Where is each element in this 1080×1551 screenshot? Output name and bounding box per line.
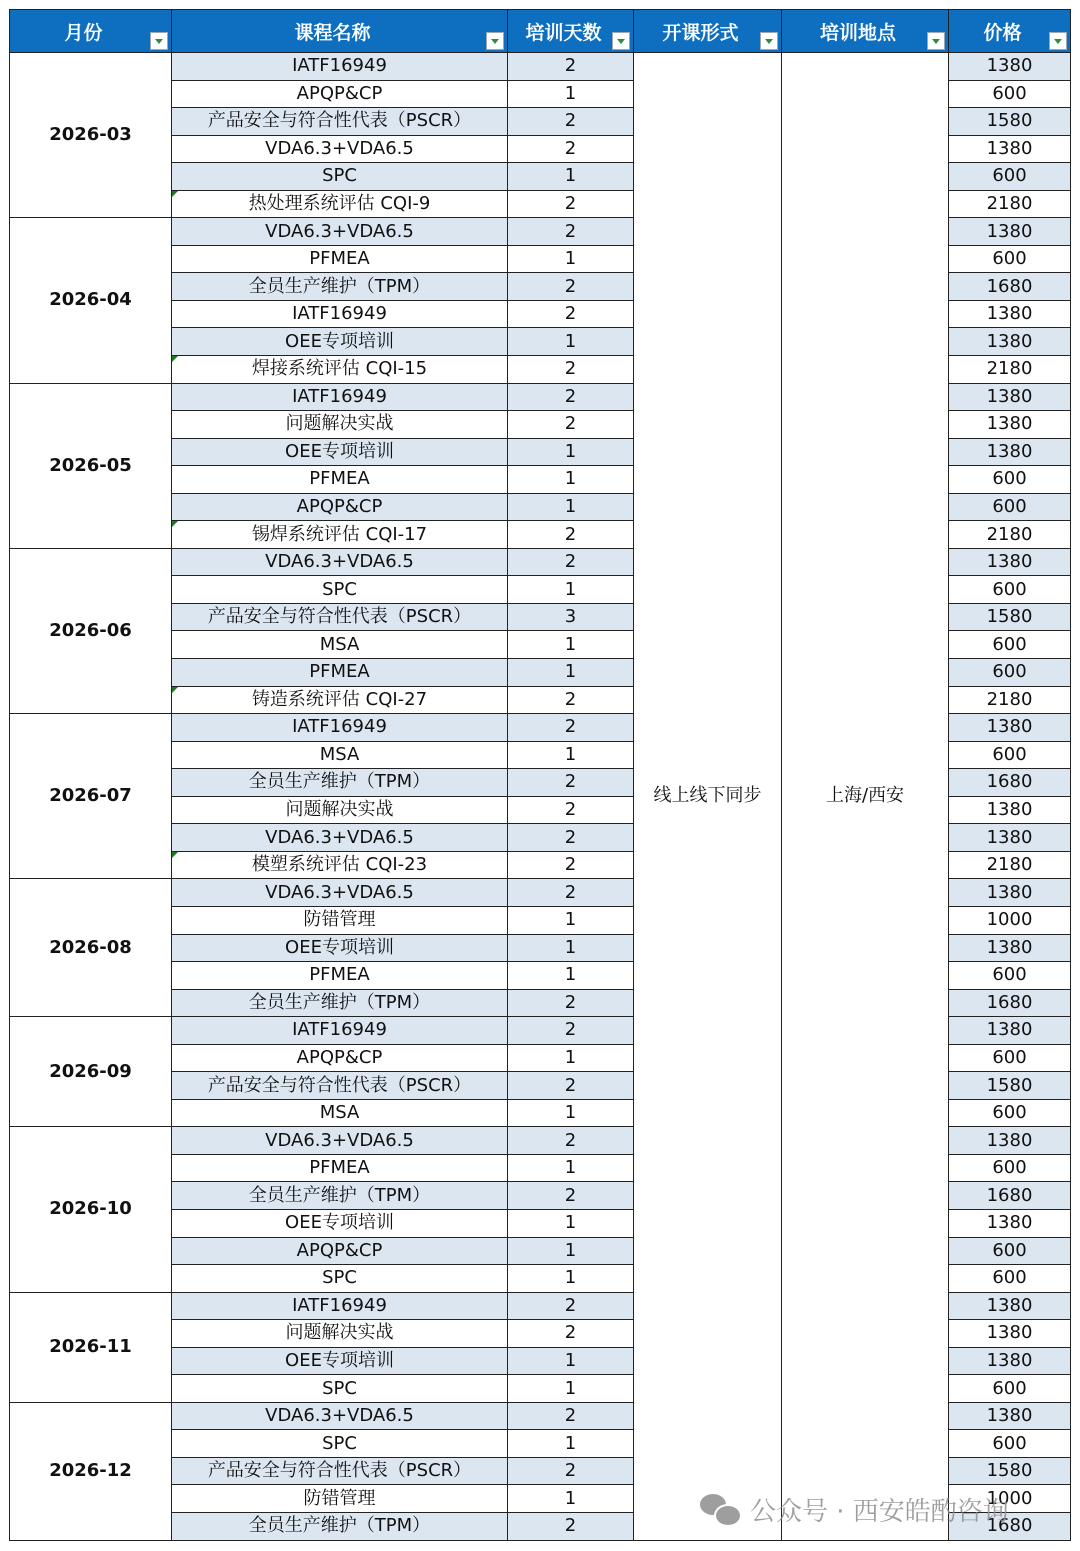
training-days-cell[interactable]: 1: [508, 576, 634, 604]
course-name-text: PFMEA: [309, 248, 370, 270]
header-price: [949, 10, 1071, 53]
price-cell[interactable]: 600: [949, 1237, 1071, 1265]
training-days-cell[interactable]: 2: [508, 273, 634, 301]
month-cell[interactable]: 2026-12: [10, 1402, 172, 1540]
price-cell[interactable]: 1380: [949, 1017, 1071, 1045]
course-name-text: VDA6.3+VDA6.5: [265, 137, 414, 159]
price-cell[interactable]: 600: [949, 576, 1071, 604]
training-days-cell[interactable]: 2: [508, 851, 634, 879]
price-cell[interactable]: 1000: [949, 1485, 1071, 1513]
price-cell[interactable]: 1380: [949, 300, 1071, 328]
course-name-text: OEE专项培训: [285, 1349, 394, 1371]
course-name-text: APQP&CP: [296, 1046, 383, 1068]
course-name-text: OEE专项培训: [285, 936, 394, 958]
training-days-cell[interactable]: 1: [508, 1099, 634, 1127]
course-name-cell[interactable]: [172, 356, 508, 384]
course-name-cell[interactable]: [172, 962, 508, 990]
course-name-text: SPC: [322, 165, 357, 187]
month-cell[interactable]: 2026-10: [10, 1127, 172, 1292]
course-name-text: 热处理系统评估 CQI-9: [248, 193, 431, 214]
course-name-text: SPC: [322, 1432, 357, 1454]
training-days-cell[interactable]: 1: [508, 1265, 634, 1293]
training-days-cell[interactable]: 2: [508, 108, 634, 136]
training-days-cell[interactable]: 1: [508, 328, 634, 356]
cell-comment-marker-icon: [172, 191, 178, 197]
training-days-cell[interactable]: 1: [508, 1347, 634, 1375]
price-cell[interactable]: 2180: [949, 851, 1071, 879]
price-cell[interactable]: 1380: [949, 328, 1071, 356]
training-days-cell[interactable]: 1: [508, 962, 634, 990]
price-cell[interactable]: 600: [949, 1044, 1071, 1072]
training-days-cell[interactable]: 2: [508, 989, 634, 1017]
header-location: [782, 10, 949, 53]
training-days-cell[interactable]: 1: [508, 1485, 634, 1513]
price-cell[interactable]: 600: [949, 962, 1071, 990]
course-name-text: APQP&CP: [296, 496, 383, 518]
course-name-cell[interactable]: [172, 1127, 508, 1155]
course-name-cell[interactable]: [172, 80, 508, 108]
price-cell[interactable]: 1380: [949, 879, 1071, 907]
course-name-cell[interactable]: [172, 603, 508, 631]
price-cell[interactable]: 600: [949, 1154, 1071, 1182]
course-name-cell[interactable]: [172, 1265, 508, 1293]
course-name-cell[interactable]: [172, 1209, 508, 1237]
price-cell[interactable]: 600: [949, 659, 1071, 687]
header-price-label: 价格: [983, 21, 1022, 44]
course-name-cell[interactable]: [172, 1237, 508, 1265]
course-name-cell[interactable]: [172, 1485, 508, 1513]
wechat-watermark: [700, 1487, 1009, 1531]
course-name-text: OEE专项培训: [285, 440, 394, 462]
course-name-text: PFMEA: [309, 468, 370, 490]
month-cell[interactable]: 2026-04: [10, 218, 172, 383]
training-days-cell[interactable]: 2: [508, 1320, 634, 1348]
filter-dropdown-icon[interactable]: [1049, 32, 1067, 50]
course-name-cell[interactable]: [172, 631, 508, 659]
filter-dropdown-icon[interactable]: [927, 32, 945, 50]
price-cell[interactable]: 1380: [949, 1209, 1071, 1237]
course-name-text: VDA6.3+VDA6.5: [265, 881, 414, 903]
month-cell[interactable]: 2026-09: [10, 1017, 172, 1127]
training-days-cell[interactable]: 1: [508, 1375, 634, 1403]
course-name-text: 全员生产维护（TPM）: [248, 771, 431, 793]
training-days-cell[interactable]: 2: [508, 218, 634, 246]
course-name-cell[interactable]: [172, 328, 508, 356]
course-name-text: MSA: [319, 633, 360, 655]
training-days-cell[interactable]: 2: [508, 548, 634, 576]
course-name-text: IATF16949: [292, 1019, 387, 1041]
month-cell[interactable]: 2026-05: [10, 383, 172, 548]
training-days-cell[interactable]: 2: [508, 879, 634, 907]
course-name-text: OEE专项培训: [285, 1212, 394, 1234]
training-days-cell[interactable]: 2: [508, 714, 634, 742]
course-name-text: VDA6.3+VDA6.5: [265, 551, 414, 573]
training-days-cell[interactable]: 2: [508, 53, 634, 81]
price-cell[interactable]: 1380: [949, 1320, 1071, 1348]
course-name-text: 锡焊系统评估 CQI-17: [251, 523, 428, 545]
cell-comment-marker-icon: [172, 852, 178, 858]
course-name-cell[interactable]: [172, 1512, 508, 1540]
price-cell[interactable]: 1580: [949, 603, 1071, 631]
course-name-cell[interactable]: [172, 989, 508, 1017]
price-cell[interactable]: 1380: [949, 135, 1071, 163]
training-days-cell[interactable]: 2: [508, 1072, 634, 1100]
training-days-cell[interactable]: 1: [508, 80, 634, 108]
training-days-cell[interactable]: 2: [508, 1457, 634, 1485]
course-name-text: 问题解决实战: [285, 1322, 394, 1344]
course-name-cell[interactable]: [172, 438, 508, 466]
course-name-cell[interactable]: [172, 906, 508, 934]
course-name-cell[interactable]: [172, 796, 508, 824]
price-cell[interactable]: 1380: [949, 438, 1071, 466]
header-location-label: 培训地点: [819, 21, 896, 44]
price-cell[interactable]: 1380: [949, 411, 1071, 439]
header-course-label: 课程名称: [294, 21, 371, 44]
training-days-cell[interactable]: 2: [508, 135, 634, 163]
training-days-cell[interactable]: 2: [508, 796, 634, 824]
course-name-text: PFMEA: [309, 964, 370, 986]
price-cell[interactable]: 1380: [949, 1347, 1071, 1375]
training-days-cell[interactable]: 2: [508, 411, 634, 439]
training-days-cell[interactable]: 2: [508, 769, 634, 797]
cell-comment-marker-icon: [172, 687, 178, 693]
course-name-cell[interactable]: [172, 1320, 508, 1348]
price-cell[interactable]: 1380: [949, 824, 1071, 852]
table-body: [10, 53, 1071, 1541]
course-name-cell[interactable]: [172, 218, 508, 246]
price-cell[interactable]: 2180: [949, 356, 1071, 384]
price-cell[interactable]: 2180: [949, 190, 1071, 218]
course-name-text: MSA: [319, 743, 360, 765]
training-days-cell[interactable]: 3: [508, 603, 634, 631]
training-days-cell[interactable]: 2: [508, 1017, 634, 1045]
filter-dropdown-icon[interactable]: [150, 32, 168, 50]
course-name-cell[interactable]: [172, 1182, 508, 1210]
course-name-text: 产品安全与符合性代表（PSCR）: [207, 1460, 472, 1482]
course-name-cell[interactable]: [172, 714, 508, 742]
course-name-cell[interactable]: [172, 741, 508, 769]
course-name-text: 产品安全与符合性代表（PSCR）: [207, 606, 472, 628]
price-cell[interactable]: 1680: [949, 989, 1071, 1017]
course-name-cell[interactable]: [172, 1457, 508, 1485]
price-cell[interactable]: 1680: [949, 273, 1071, 301]
month-cell[interactable]: 2026-11: [10, 1292, 172, 1402]
course-name-cell[interactable]: [172, 108, 508, 136]
price-cell[interactable]: 600: [949, 1375, 1071, 1403]
training-days-cell[interactable]: 2: [508, 190, 634, 218]
header-month-label: 月份: [64, 21, 103, 44]
price-cell[interactable]: 600: [949, 466, 1071, 494]
price-cell[interactable]: 1580: [949, 108, 1071, 136]
course-name-text: 产品安全与符合性代表（PSCR）: [207, 1074, 472, 1096]
course-name-text: PFMEA: [309, 1157, 370, 1179]
course-name-cell[interactable]: [172, 493, 508, 521]
course-name-text: IATF16949: [292, 303, 387, 325]
course-name-cell[interactable]: [172, 548, 508, 576]
course-name-text: SPC: [322, 1377, 357, 1399]
training-days-cell[interactable]: 2: [508, 1402, 634, 1430]
training-days-cell[interactable]: 1: [508, 631, 634, 659]
header-course: [172, 10, 508, 53]
training-days-cell[interactable]: 2: [508, 521, 634, 549]
course-name-cell[interactable]: [172, 53, 508, 81]
month-cell[interactable]: 2026-03: [10, 53, 172, 218]
training-days-cell[interactable]: 1: [508, 466, 634, 494]
price-cell[interactable]: 600: [949, 80, 1071, 108]
month-cell[interactable]: 2026-07: [10, 714, 172, 879]
training-days-cell[interactable]: 1: [508, 1209, 634, 1237]
training-days-cell[interactable]: 2: [508, 300, 634, 328]
training-schedule-table: [9, 9, 1071, 1541]
training-days-cell[interactable]: 1: [508, 163, 634, 191]
course-name-text: PFMEA: [309, 661, 370, 683]
price-cell[interactable]: 1580: [949, 1072, 1071, 1100]
course-name-cell[interactable]: [172, 1044, 508, 1072]
course-name-text: OEE专项培训: [285, 330, 394, 352]
training-days-cell[interactable]: 1: [508, 493, 634, 521]
header-days: [508, 10, 634, 53]
course-name-cell[interactable]: [172, 245, 508, 273]
training-days-cell[interactable]: 2: [508, 824, 634, 852]
course-name-cell[interactable]: [172, 1347, 508, 1375]
course-name-text: SPC: [322, 1267, 357, 1289]
course-name-text: 防错管理: [303, 1487, 376, 1509]
price-cell[interactable]: 1380: [949, 548, 1071, 576]
training-location-cell[interactable]: 上海/西安: [782, 53, 949, 1541]
cell-comment-marker-icon: [172, 356, 178, 362]
course-name-text: 问题解决实战: [285, 413, 394, 435]
course-name-text: IATF16949: [292, 716, 387, 738]
course-name-text: IATF16949: [292, 1294, 387, 1316]
course-name-text: 焊接系统评估 CQI-15: [251, 358, 428, 380]
price-cell[interactable]: 1380: [949, 1292, 1071, 1320]
price-cell[interactable]: 600: [949, 163, 1071, 191]
header-month: [10, 10, 172, 53]
price-cell[interactable]: 1380: [949, 53, 1071, 81]
month-cell[interactable]: 2026-06: [10, 548, 172, 713]
course-name-text: 全员生产维护（TPM）: [248, 991, 431, 1013]
training-days-cell[interactable]: 1: [508, 934, 634, 962]
course-name-cell[interactable]: [172, 686, 508, 714]
price-cell[interactable]: 1000: [949, 906, 1071, 934]
training-days-cell[interactable]: 2: [508, 383, 634, 411]
training-days-cell[interactable]: 2: [508, 1512, 634, 1540]
price-cell[interactable]: 1680: [949, 1182, 1071, 1210]
course-name-text: 全员生产维护（TPM）: [248, 1515, 431, 1537]
header-format: [634, 10, 782, 53]
course-name-cell[interactable]: [172, 879, 508, 907]
course-name-text: VDA6.3+VDA6.5: [265, 220, 414, 242]
price-cell[interactable]: 1380: [949, 934, 1071, 962]
course-name-text: VDA6.3+VDA6.5: [265, 1129, 414, 1151]
price-cell[interactable]: 1580: [949, 1457, 1071, 1485]
price-cell[interactable]: 1380: [949, 1402, 1071, 1430]
training-days-cell[interactable]: 1: [508, 1044, 634, 1072]
price-cell[interactable]: 1680: [949, 1512, 1071, 1540]
price-cell[interactable]: 600: [949, 493, 1071, 521]
header-days-label: 培训天数: [525, 21, 602, 44]
course-name-cell[interactable]: [172, 1402, 508, 1430]
course-name-cell[interactable]: [172, 383, 508, 411]
course-name-cell[interactable]: [172, 163, 508, 191]
course-name-cell[interactable]: [172, 769, 508, 797]
price-cell[interactable]: 1380: [949, 796, 1071, 824]
training-days-cell[interactable]: 2: [508, 686, 634, 714]
filter-dropdown-icon[interactable]: [486, 32, 504, 50]
training-days-cell[interactable]: 2: [508, 1292, 634, 1320]
course-name-cell[interactable]: [172, 1430, 508, 1458]
price-cell[interactable]: 600: [949, 245, 1071, 273]
course-name-text: 全员生产维护（TPM）: [248, 275, 431, 297]
course-name-text: MSA: [319, 1102, 360, 1124]
training-days-cell[interactable]: 1: [508, 741, 634, 769]
course-name-text: IATF16949: [292, 385, 387, 407]
course-name-text: VDA6.3+VDA6.5: [265, 1405, 414, 1427]
filter-dropdown-icon[interactable]: [760, 32, 778, 50]
course-name-text: 模塑系统评估 CQI-23: [251, 854, 428, 876]
course-name-text: 问题解决实战: [285, 799, 394, 821]
course-name-cell[interactable]: [172, 576, 508, 604]
price-cell[interactable]: 2180: [949, 686, 1071, 714]
watermark-text: 公众号 · 西安皓酌咨询: [750, 1496, 1009, 1527]
training-days-cell[interactable]: 2: [508, 356, 634, 384]
training-days-cell[interactable]: 2: [508, 1182, 634, 1210]
course-name-cell[interactable]: [172, 190, 508, 218]
price-cell[interactable]: 1380: [949, 714, 1071, 742]
course-name-text: 铸造系统评估 CQI-27: [251, 688, 428, 710]
header-row: [10, 10, 1071, 53]
training-days-cell[interactable]: 1: [508, 1154, 634, 1182]
course-name-cell[interactable]: [172, 411, 508, 439]
course-name-cell[interactable]: [172, 466, 508, 494]
course-name-text: APQP&CP: [296, 1239, 383, 1261]
course-name-cell[interactable]: [172, 1375, 508, 1403]
course-name-cell[interactable]: [172, 1154, 508, 1182]
training-days-cell[interactable]: 1: [508, 438, 634, 466]
course-name-text: APQP&CP: [296, 82, 383, 104]
price-cell[interactable]: 1680: [949, 769, 1071, 797]
wechat-icon: [700, 1492, 742, 1526]
course-name-text: IATF16949: [292, 55, 387, 77]
filter-dropdown-icon[interactable]: [612, 32, 630, 50]
course-name-cell[interactable]: [172, 1099, 508, 1127]
course-name-text: VDA6.3+VDA6.5: [265, 826, 414, 848]
training-days-cell[interactable]: 1: [508, 245, 634, 273]
course-name-cell[interactable]: [172, 135, 508, 163]
course-name-cell[interactable]: [172, 824, 508, 852]
course-name-cell[interactable]: [172, 1292, 508, 1320]
price-cell[interactable]: 1380: [949, 1127, 1071, 1155]
course-name-cell[interactable]: [172, 300, 508, 328]
price-cell[interactable]: 1380: [949, 218, 1071, 246]
price-cell[interactable]: 600: [949, 631, 1071, 659]
course-name-cell[interactable]: [172, 1072, 508, 1100]
cell-comment-marker-icon: [172, 521, 178, 527]
training-days-cell[interactable]: 2: [508, 1127, 634, 1155]
price-cell[interactable]: 600: [949, 1265, 1071, 1293]
price-cell[interactable]: 600: [949, 741, 1071, 769]
course-name-text: 全员生产维护（TPM）: [248, 1184, 431, 1206]
price-cell[interactable]: 2180: [949, 521, 1071, 549]
course-name-cell[interactable]: [172, 521, 508, 549]
course-name-cell[interactable]: [172, 1017, 508, 1045]
course-name-cell[interactable]: [172, 659, 508, 687]
price-cell[interactable]: 600: [949, 1430, 1071, 1458]
training-days-cell[interactable]: 1: [508, 1237, 634, 1265]
training-days-cell[interactable]: 1: [508, 906, 634, 934]
month-cell[interactable]: 2026-08: [10, 879, 172, 1017]
course-name-cell[interactable]: [172, 934, 508, 962]
course-name-cell[interactable]: [172, 273, 508, 301]
price-cell[interactable]: 600: [949, 1099, 1071, 1127]
course-name-text: 产品安全与符合性代表（PSCR）: [207, 110, 472, 132]
header-format-label: 开课形式: [662, 21, 739, 44]
course-format-cell[interactable]: 线上线下同步: [634, 53, 782, 1541]
price-cell[interactable]: 1380: [949, 383, 1071, 411]
table-row: [10, 53, 1071, 81]
course-name-text: 防错管理: [303, 909, 376, 931]
course-name-cell[interactable]: [172, 851, 508, 879]
training-days-cell[interactable]: 1: [508, 1430, 634, 1458]
training-days-cell[interactable]: 1: [508, 659, 634, 687]
course-name-text: SPC: [322, 578, 357, 600]
